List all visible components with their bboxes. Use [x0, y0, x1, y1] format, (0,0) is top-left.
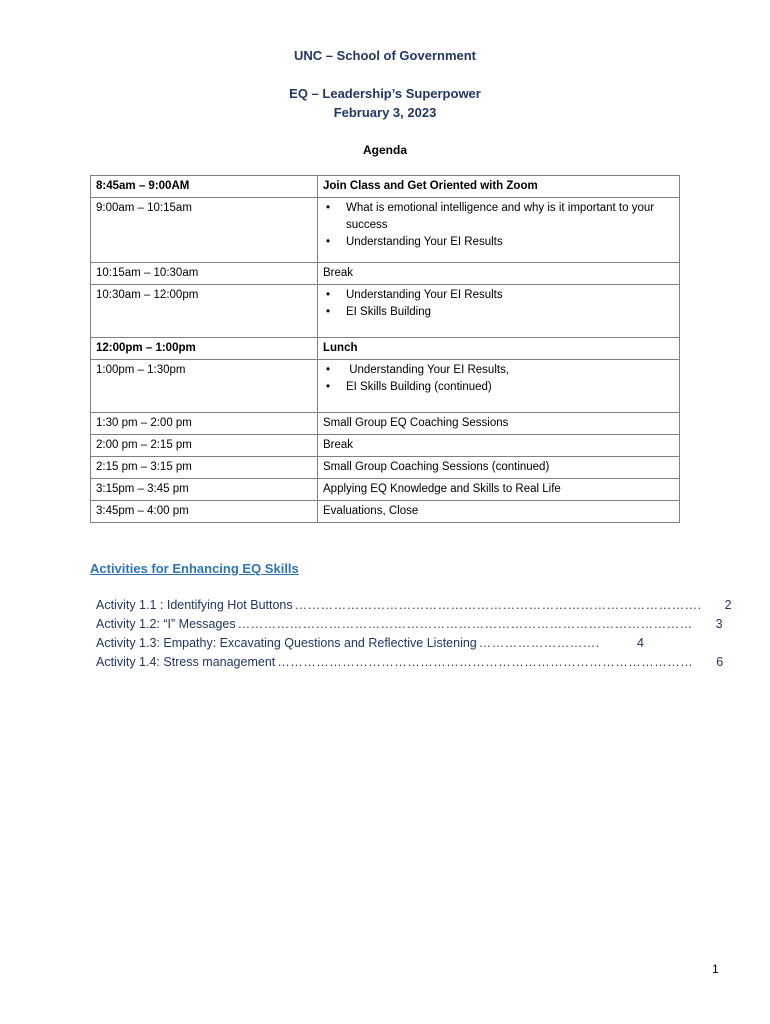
item-cell [318, 285, 680, 338]
time-cell: 1:00pm – 1:30pm [91, 360, 318, 413]
list-item [323, 200, 674, 234]
toc-entry-label[interactable]: Activity 1.1 : Identifying Hot Buttons [96, 598, 293, 612]
page-number: 1 [712, 962, 719, 976]
toc-entry[interactable] [96, 598, 732, 617]
bullet-icon: • [326, 289, 331, 301]
time-cell: 10:15am – 10:30am [91, 263, 318, 285]
item-cell: Join Class and Get Oriented with Zoom [318, 176, 680, 198]
item-cell: Small Group Coaching Sessions (continued) [318, 457, 680, 479]
item-cell: Small Group EQ Coaching Sessions [318, 413, 680, 435]
table-row [91, 338, 680, 360]
table-row [91, 501, 680, 523]
agenda-heading: Agenda [362, 143, 407, 157]
bullet-icon: • [326, 381, 331, 393]
bullet-text: EI Skills Building (continued) [346, 381, 492, 393]
list-item [323, 234, 674, 251]
bullet-text: What is emotional intelligence and why is it important to your success [346, 202, 655, 231]
table-row [91, 435, 680, 457]
time-cell: 2:00 pm – 2:15 pm [91, 435, 318, 457]
bullet-icon: • [326, 364, 331, 376]
bullet-icon: • [326, 202, 331, 214]
toc-leader: …………………………………………………………………………………. [294, 598, 702, 612]
table-row [91, 176, 680, 198]
time-cell: 3:15pm – 3:45 pm [91, 479, 318, 501]
item-cell [318, 360, 680, 413]
table-row [91, 360, 680, 413]
item-cell: Lunch [318, 338, 680, 360]
table-row [91, 285, 680, 338]
time-cell: 10:30am – 12:00pm [91, 285, 318, 338]
table-row [91, 263, 680, 285]
toc-page-number[interactable]: 2 [724, 598, 732, 612]
activities-heading: Activities for Enhancing EQ Skills [90, 561, 299, 576]
toc-entry[interactable] [96, 636, 644, 655]
bullet-text: Understanding Your EI Results [346, 289, 503, 301]
list-item [323, 287, 674, 304]
agenda-table [90, 175, 680, 523]
item-cell: Break [318, 435, 680, 457]
toc-entry-label[interactable]: Activity 1.2: “I” Messages [96, 617, 236, 631]
item-cell: Evaluations, Close [318, 501, 680, 523]
bullet-list [323, 287, 674, 321]
org-heading: UNC – School of Government [293, 48, 477, 63]
table-row [91, 457, 680, 479]
toc-page-number[interactable]: 6 [716, 655, 724, 669]
list-item [323, 304, 674, 321]
time-cell: 12:00pm – 1:00pm [91, 338, 318, 360]
bullet-icon: • [326, 236, 331, 248]
bullet-text: Understanding Your EI Results, [346, 364, 510, 376]
toc-entry[interactable] [96, 617, 723, 636]
list-item [323, 379, 674, 396]
list-item [323, 362, 674, 379]
course-date: February 3, 2023 [333, 105, 437, 120]
toc-entry-label[interactable]: Activity 1.4: Stress management [96, 655, 276, 669]
item-cell: Applying EQ Knowledge and Skills to Real Life [318, 479, 680, 501]
table-row [91, 479, 680, 501]
course-title: EQ – Leadership’s Superpower [289, 86, 481, 101]
toc-entry[interactable] [96, 655, 724, 674]
bullet-list [323, 200, 674, 251]
bullet-text: EI Skills Building [346, 306, 432, 318]
table-row [91, 198, 680, 263]
bullet-list [323, 362, 674, 396]
toc-page-number[interactable]: 3 [715, 617, 723, 631]
toc-leader: ………………………. [478, 636, 600, 650]
toc-leader: …………………………………………………………………………………………… [237, 617, 693, 631]
time-cell: 9:00am – 10:15am [91, 198, 318, 263]
table-row [91, 413, 680, 435]
toc-entry-label[interactable]: Activity 1.3: Empathy: Excavating Questions and Reflective Listening [96, 636, 477, 650]
item-cell: Break [318, 263, 680, 285]
time-cell: 2:15 pm – 3:15 pm [91, 457, 318, 479]
toc-leader: …………………………………………………………………………………… [277, 655, 694, 669]
bullet-icon: • [326, 306, 331, 318]
activities-toc [96, 598, 732, 674]
bullet-text: Understanding Your EI Results [346, 236, 503, 248]
time-cell: 1:30 pm – 2:00 pm [91, 413, 318, 435]
item-cell [318, 198, 680, 263]
time-cell: 3:45pm – 4:00 pm [91, 501, 318, 523]
toc-page-number[interactable]: 4 [637, 636, 644, 650]
time-cell: 8:45am – 9:00AM [91, 176, 318, 198]
